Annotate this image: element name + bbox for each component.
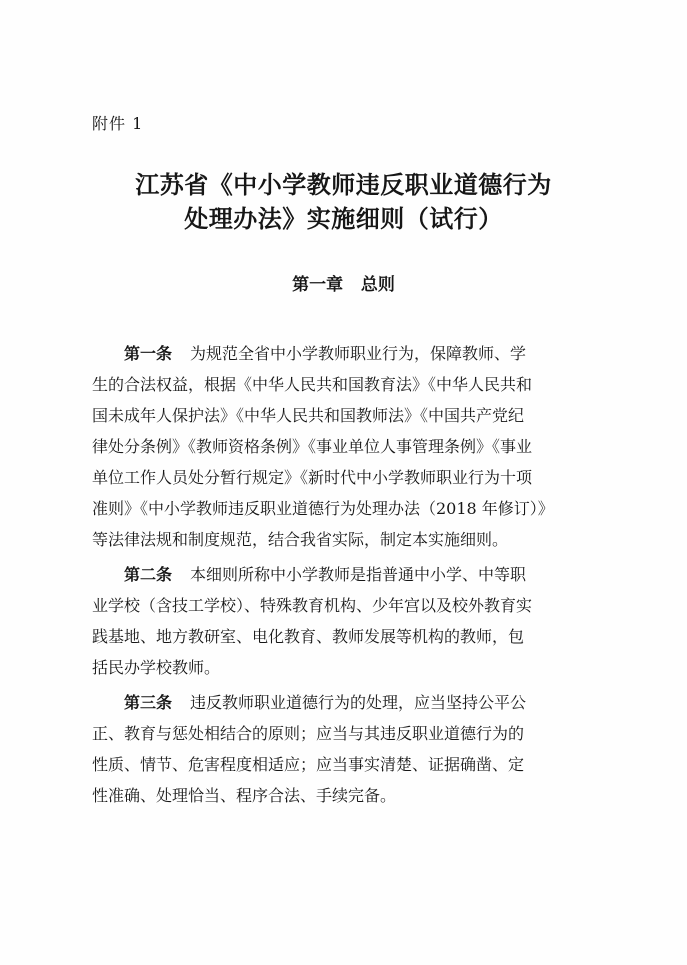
article-text-line: 业学校（含技工学校）、特殊教育机构、少年宫以及校外教育实 xyxy=(92,596,533,615)
article-text-line: 践基地、地方教研室、电化教育、教师发展等机构的教师，包 xyxy=(92,627,525,646)
article-text-line: 括民办学校教师。 xyxy=(92,658,221,677)
article-3 xyxy=(92,687,592,811)
title-line-2: 处理办法》实施细则（试行） xyxy=(184,205,503,233)
article-text-line: 生的合法权益，根据《中华人民共和国教育法》《中华人民共和 xyxy=(92,375,533,394)
document-body xyxy=(92,338,592,815)
article-text-line: 等法律法规和制度规范，结合我省实际，制定本实施细则。 xyxy=(92,530,509,549)
article-text-line: 本细则所称中小学教师是指普通中小学、中等职 xyxy=(190,565,527,584)
article-text-line: 性质、情节、危害程度相适应；应当事实清楚、证据确凿、定 xyxy=(92,755,525,774)
article-text-line: 为规范全省中小学教师职业行为，保障教师、学 xyxy=(190,344,527,363)
article-label: 第一条 xyxy=(124,344,173,363)
article-2 xyxy=(92,559,592,683)
document-title xyxy=(0,168,687,236)
title-line-1: 江苏省《中小学教师违反职业道德行为 xyxy=(135,171,552,199)
chapter-heading: 第一章 总则 xyxy=(292,275,395,295)
article-label: 第三条 xyxy=(124,693,173,712)
article-text-line: 正、教育与惩处相结合的原则；应当与其违反职业道德行为的 xyxy=(92,724,525,743)
article-text-line: 单位工作人员处分暂行规定》《新时代中小学教师职业行为十项 xyxy=(92,468,533,487)
article-1 xyxy=(92,338,592,555)
attachment-label: 附件 1 xyxy=(92,114,144,133)
article-label: 第二条 xyxy=(124,565,173,584)
article-text-line: 性准确、处理恰当、程序合法、手续完备。 xyxy=(92,786,397,805)
article-text-line: 违反教师职业道德行为的处理，应当坚持公平公 xyxy=(190,693,527,712)
article-text-line: 准则》《中小学教师违反职业道德行为处理办法（2018 年修订）》 xyxy=(92,499,554,518)
article-text-line: 国未成年人保护法》《中华人民共和国教师法》《中国共产党纪 xyxy=(92,406,525,425)
article-text-line: 律处分条例》《教师资格条例》《事业单位人事管理条例》《事业 xyxy=(92,437,533,456)
